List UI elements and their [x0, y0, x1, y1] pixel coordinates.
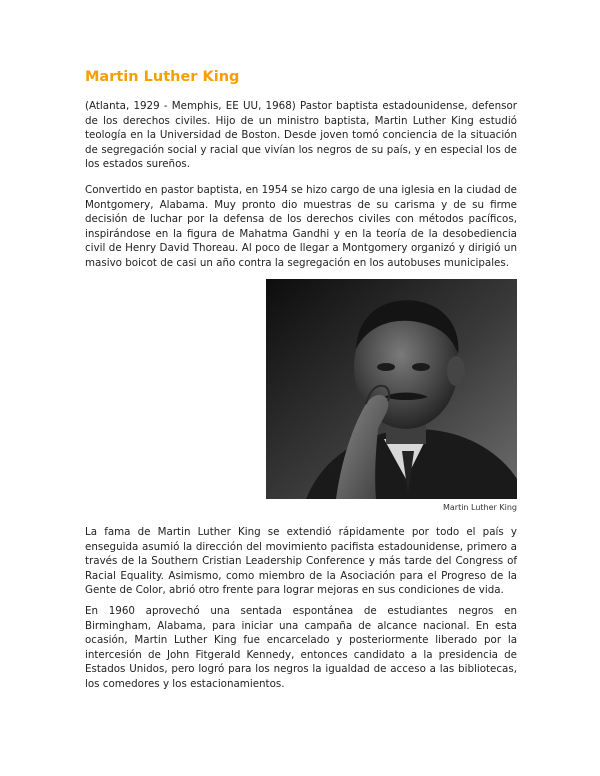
photo-caption: Martin Luther King [442, 503, 517, 512]
page-title: Martin Luther King [85, 69, 240, 85]
paragraph-fame: La fama de Martin Luther King se extendió rápidamente por todo el país y enseguida asumió la dirección del movimiento pacifista estadounidense, primero a través de la Southern Cristian Leadership Conference y más tarde del Congress of Racial Equality. Asimismo, como miembro de la Asociación para el Progreso de la Gente de Color, abrió otro frente para lograr mejoras en sus condiciones de vida. [85, 526, 517, 597]
paragraph-montgomery: Convertido en pastor baptista, en 1954 se hizo cargo de una iglesia en la ciudad de Montgomery, Alabama. Muy pronto dio muestras de su carisma y de su firme decisión de luchar por la defensa de los derechos civiles con métodos pacíficos, inspirándose en la figura de Mahatma Gandhi y en la teoría de la desobediencia civil de Henry David Thoreau. Al poco de llegar a Montgomery organizó y dirigió un masivo boicot de casi un año contra la segregación en los autobuses municipales. [85, 184, 517, 269]
paragraph-birmingham: En 1960 aprovechó una sentada espontánea de estudiantes negros en Birmingham, Alabama, para iniciar una campaña de alcance nacional. En esta ocasión, Martin Luther King fue encarcelado y posteriormente liberado por la intercesión de John Fitgerald Kennedy, entonces candidato a la presidencia de Estados Unidos, pero logró para los negros la igualdad de acceso a las bibliotecas, los comedores y los estacionamientos. [85, 605, 517, 690]
portrait-photo [266, 279, 517, 499]
paragraph-intro: (Atlanta, 1929 - Memphis, EE UU, 1968) Pastor baptista estadounidense, defensor de los derechos civiles. Hijo de un ministro baptista, Martin Luther King estudió teología en la Universidad de Boston. Desde joven tomó conciencia de la situación de segregación social y racial que vivían los negros de su país, y en especial los de los estados sureños. [85, 100, 517, 171]
